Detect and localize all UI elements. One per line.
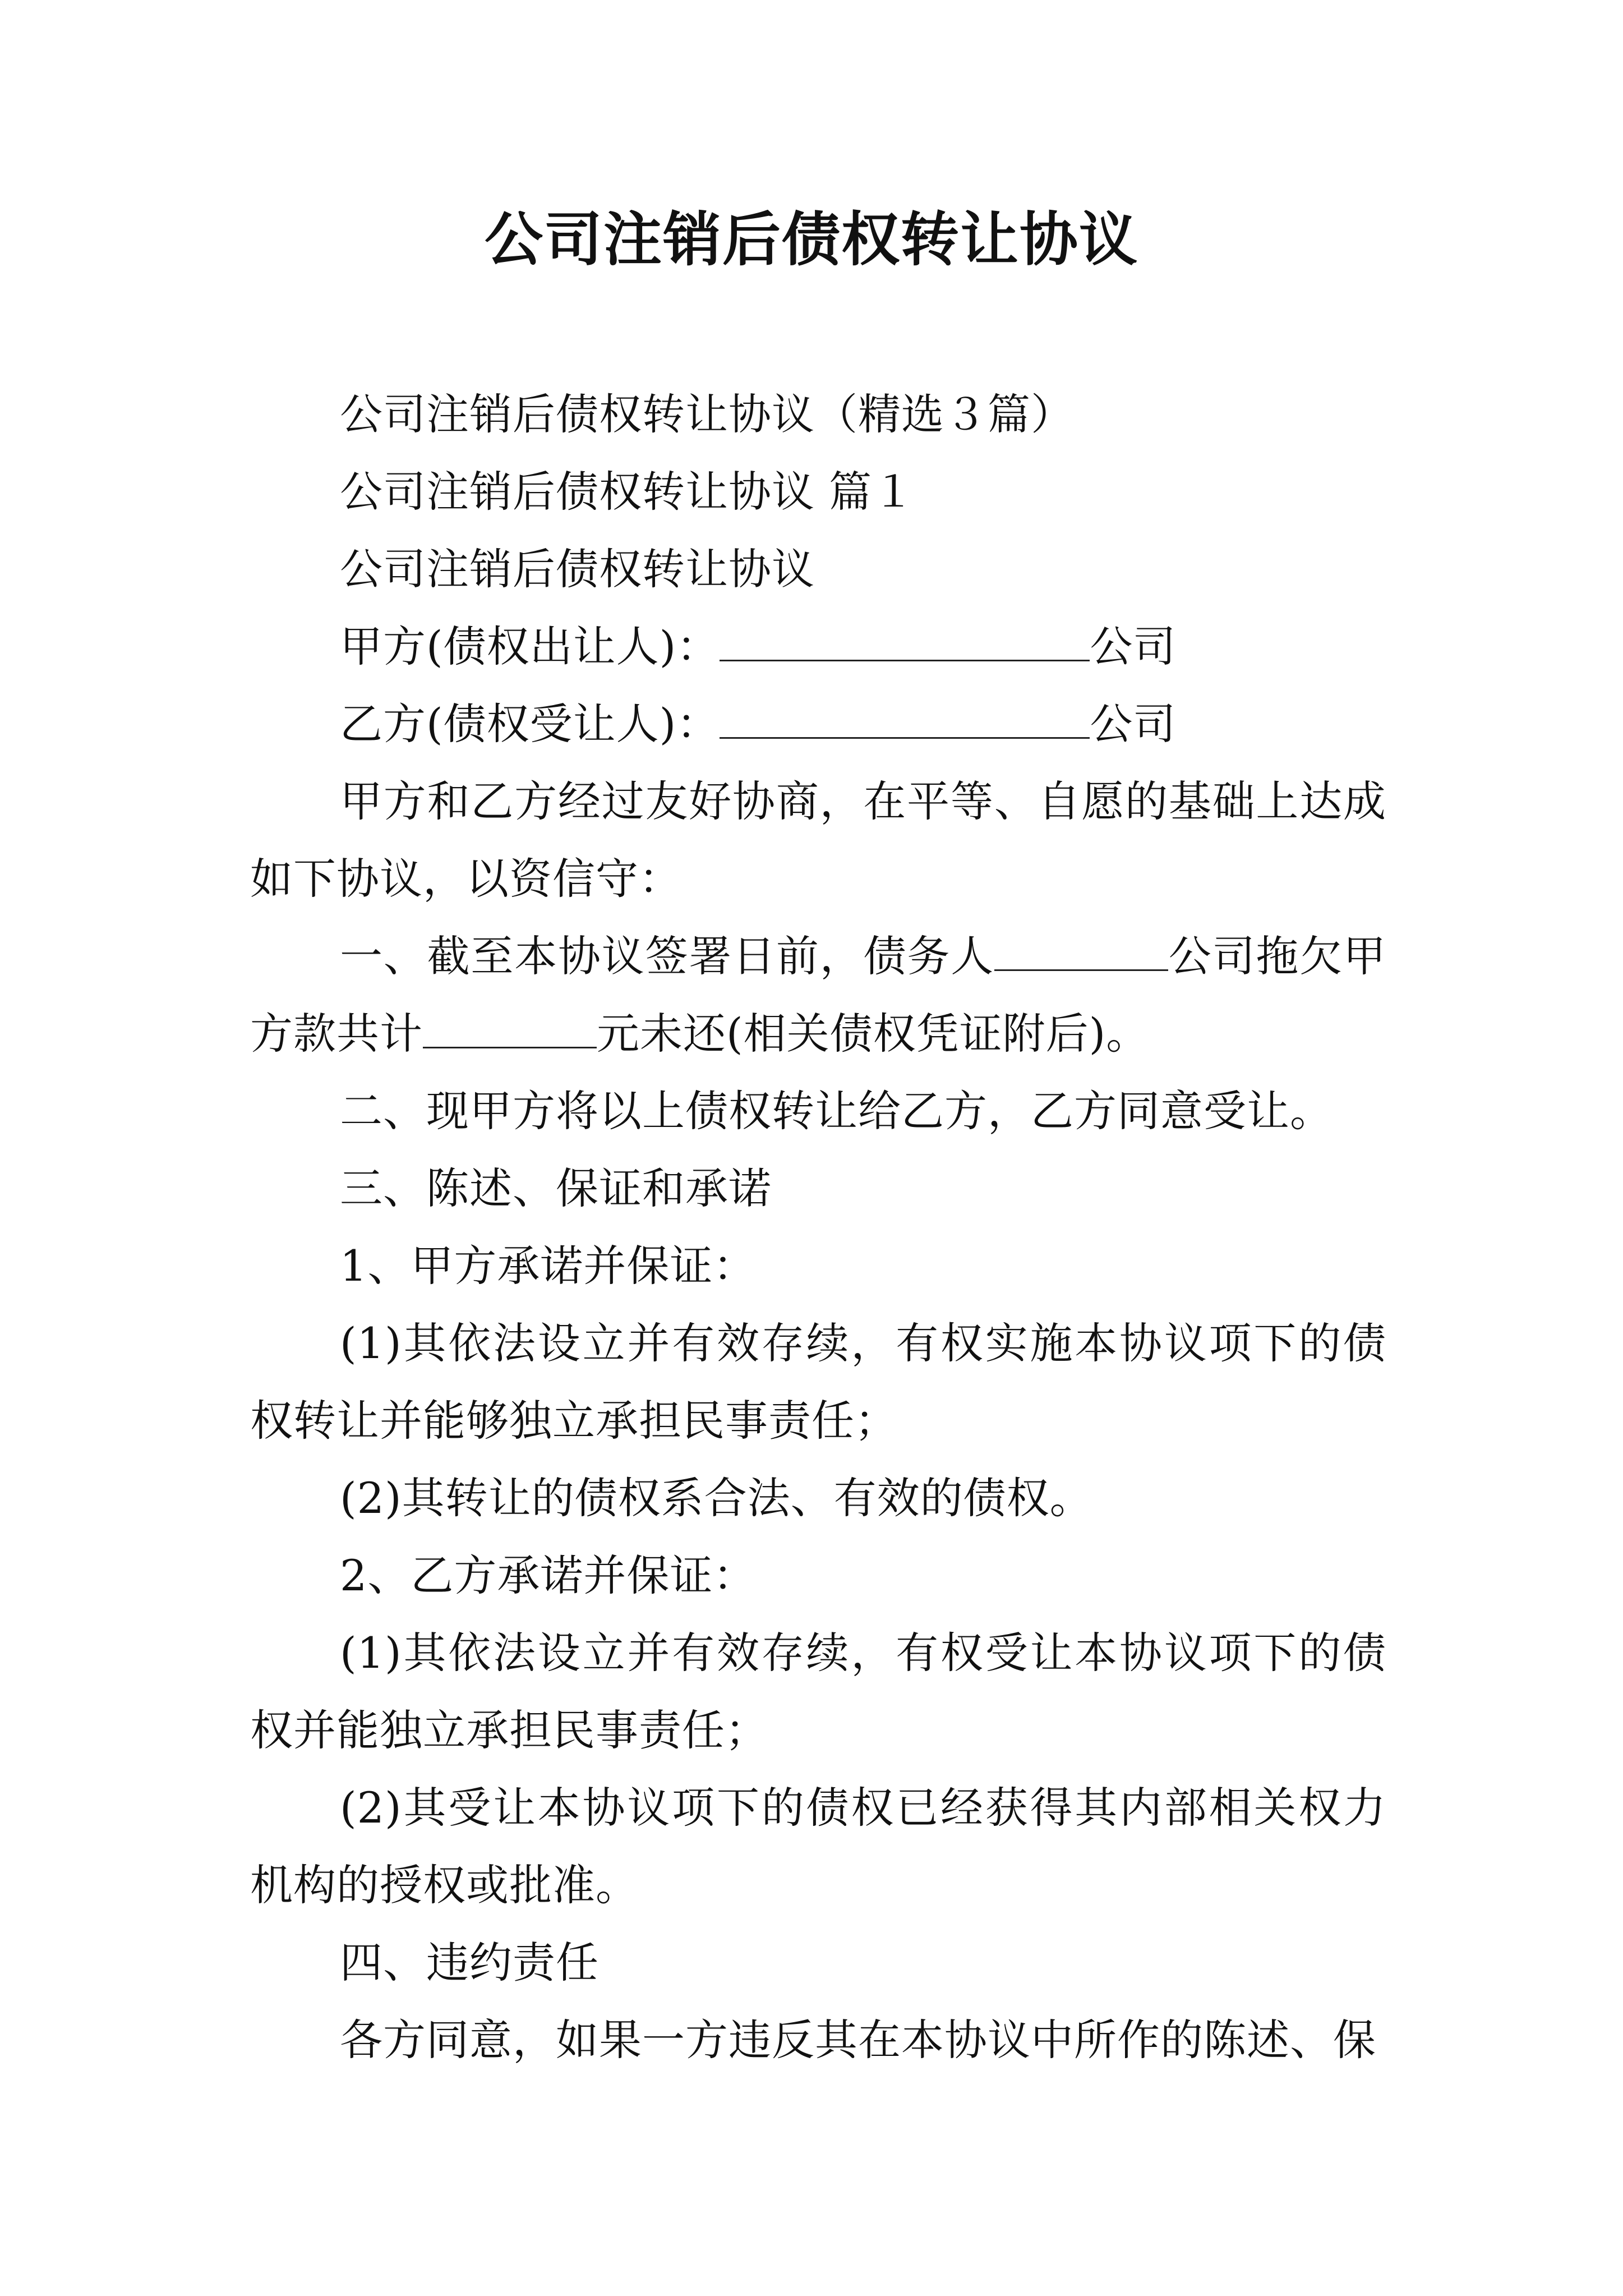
paragraph-party-b-item-2: (2)其受让本协议项下的债权已经获得其内部相关权力机构的授权或批准。	[250, 1783, 1386, 1910]
party-a-label: 甲方(债权出让人)：	[340, 622, 720, 671]
clause-1-part-2: 公司拖欠甲方款共计	[250, 931, 1387, 1059]
paragraph-collection-title: 公司注销后债权转让协议（精选３篇）	[340, 389, 1074, 439]
amount-blank	[423, 1006, 597, 1048]
party-b-suffix: 公司	[1090, 699, 1177, 749]
paragraph-party-a-item-2: (2)其转让的债权系合法、有效的债权。	[340, 1473, 1093, 1523]
party-a-blank	[720, 619, 1090, 661]
paragraph-clause-1	[250, 918, 1386, 1073]
debtor-blank	[994, 929, 1168, 971]
party-b-blank	[720, 697, 1090, 739]
party-a-suffix: 公司	[1090, 622, 1177, 671]
party-b-label: 乙方(债权受让人)：	[340, 699, 720, 749]
clause-1-part-1: 一、截至本协议签署日前，债务人	[340, 931, 994, 981]
paragraph-agreement-name: 公司注销后债权转让协议	[340, 544, 815, 594]
paragraph-party-a-commitment: 1、甲方承诺并保证：	[340, 1241, 757, 1291]
paragraph-clause-3-heading: 三、陈述、保证和承诺	[340, 1163, 772, 1213]
document-body	[250, 376, 1386, 2079]
paragraph-party-a-item-1: (1)其依法设立并有效存续，有权实施本协议项下的债权转让并能够独立承担民事责任；	[250, 1318, 1386, 1446]
paragraph-section-heading: 公司注销后债权转让协议 篇１	[340, 467, 916, 517]
document-title: 公司注销后债权转让协议	[484, 205, 1138, 274]
paragraph-party-b-commitment: 2、乙方承诺并保证：	[340, 1550, 757, 1600]
paragraph-preamble: 甲方和乙方经过友好协商，在平等、自愿的基础上达成如下协议，以资信守：	[250, 776, 1386, 904]
paragraph-party-a	[250, 608, 1386, 685]
clause-1-part-3: 元未还(相关债权凭证附后)。	[597, 1009, 1150, 1059]
paragraph-party-b	[250, 685, 1386, 763]
paragraph-party-b-item-1: (1)其依法设立并有效存续，有权受让本协议项下的债权并能独立承担民事责任；	[250, 1628, 1386, 1755]
paragraph-clause-4-body: 各方同意，如果一方违反其在本协议中所作的陈述、保	[340, 2015, 1376, 2065]
paragraph-clause-4-heading: 四、违约责任	[340, 1938, 599, 1987]
paragraph-clause-2: 二、现甲方将以上债权转让给乙方，乙方同意受让。	[340, 1086, 1333, 1136]
